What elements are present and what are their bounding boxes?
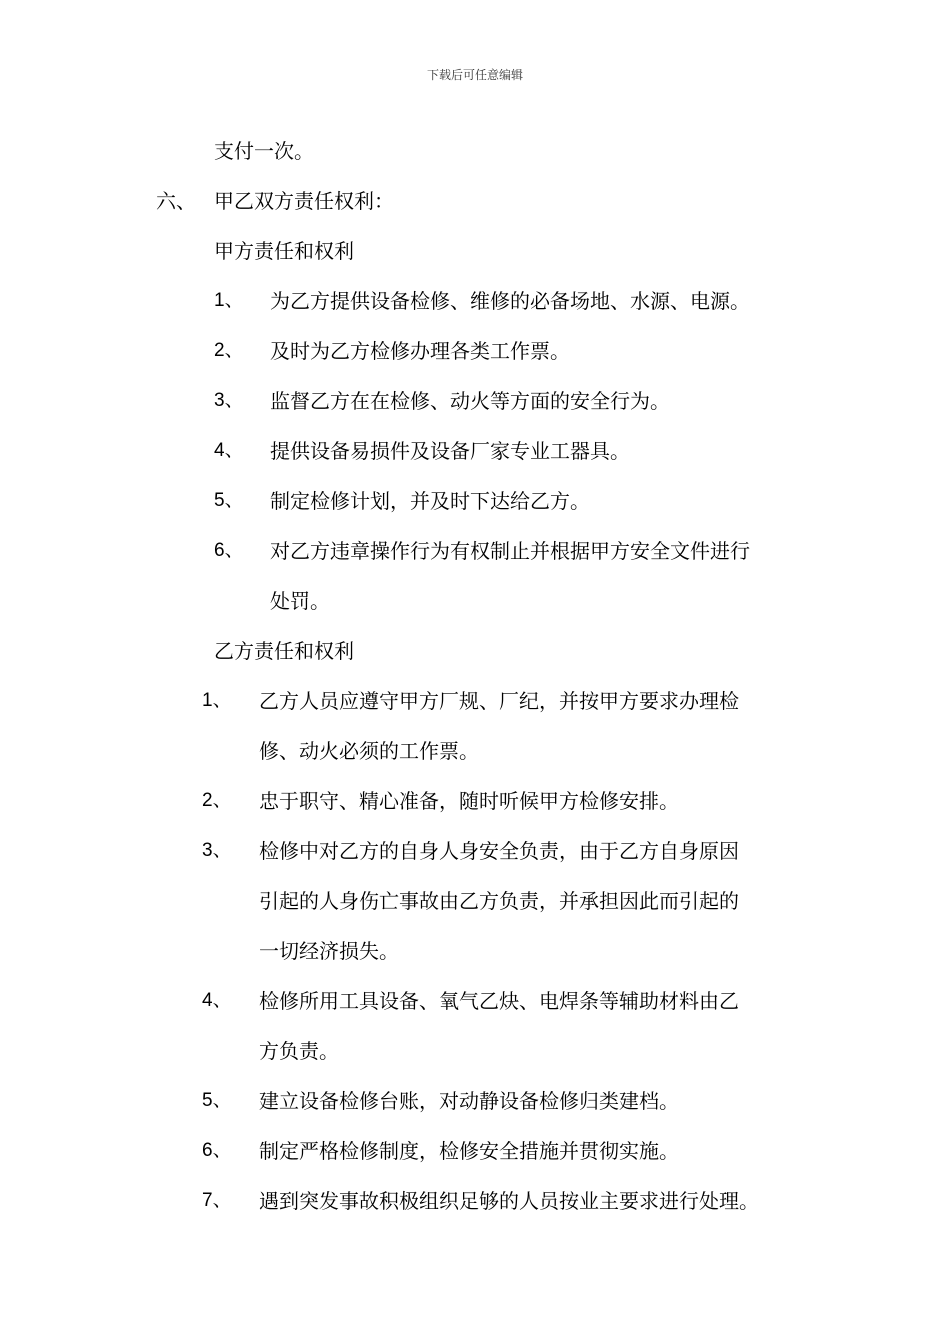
item-text: 检修所用工具设备、氧气乙炔、电焊条等辅助材料由乙 (259, 989, 739, 1013)
item-text-continued: 引起的人身伤亡事故由乙方负责，并承担因此而引起的 (259, 889, 739, 913)
item-number: 5、 (214, 490, 244, 511)
item-number: 2、 (214, 340, 244, 361)
item-number: 2、 (202, 790, 232, 811)
item-text: 制定检修计划，并及时下达给乙方。 (270, 489, 590, 513)
item-number: 4、 (202, 990, 232, 1011)
item-text: 遇到突发事故积极组织足够的人员按业主要求进行处理。 (259, 1189, 759, 1213)
item-number: 7、 (202, 1190, 232, 1211)
item-number: 6、 (214, 540, 244, 561)
item-text-continued: 方负责。 (259, 1039, 339, 1063)
item-text: 检修中对乙方的自身人身安全负责，由于乙方自身原因 (259, 839, 739, 863)
section-title: 甲乙双方责任权利： (214, 189, 394, 213)
item-text: 提供设备易损件及设备厂家专业工器具。 (270, 439, 630, 463)
item-text: 对乙方违章操作行为有权制止并根据甲方安全文件进行 (270, 539, 750, 563)
section-number: 六、 (156, 189, 196, 213)
item-number: 3、 (202, 840, 232, 861)
continuation-line: 支付一次。 (214, 139, 314, 163)
item-text-continued: 修、动火必须的工作票。 (259, 739, 479, 763)
party-b-heading: 乙方责任和权利 (214, 639, 354, 663)
item-text: 制定严格检修制度，检修安全措施并贯彻实施。 (259, 1139, 679, 1163)
party-a-heading: 甲方责任和权利 (214, 239, 354, 263)
item-text: 建立设备检修台账，对动静设备检修归类建档。 (259, 1089, 679, 1113)
item-text: 监督乙方在在检修、动火等方面的安全行为。 (270, 389, 670, 413)
item-number: 6、 (202, 1140, 232, 1161)
item-text: 乙方人员应遵守甲方厂规、厂纪，并按甲方要求办理检 (259, 689, 739, 713)
item-number: 1、 (214, 290, 244, 311)
item-text: 忠于职守、精心准备，随时听候甲方检修安排。 (259, 789, 679, 813)
item-text: 为乙方提供设备检修、维修的必备场地、水源、电源。 (270, 289, 750, 313)
page-header: 下载后可任意编辑 (426, 68, 523, 82)
item-text-continued: 处罚。 (270, 589, 330, 613)
item-number: 5、 (202, 1090, 232, 1111)
item-text: 及时为乙方检修办理各类工作票。 (270, 339, 570, 363)
item-number: 3、 (214, 390, 244, 411)
item-number: 4、 (214, 440, 244, 461)
item-text-continued: 一切经济损失。 (259, 939, 399, 963)
item-number: 1、 (202, 690, 232, 711)
